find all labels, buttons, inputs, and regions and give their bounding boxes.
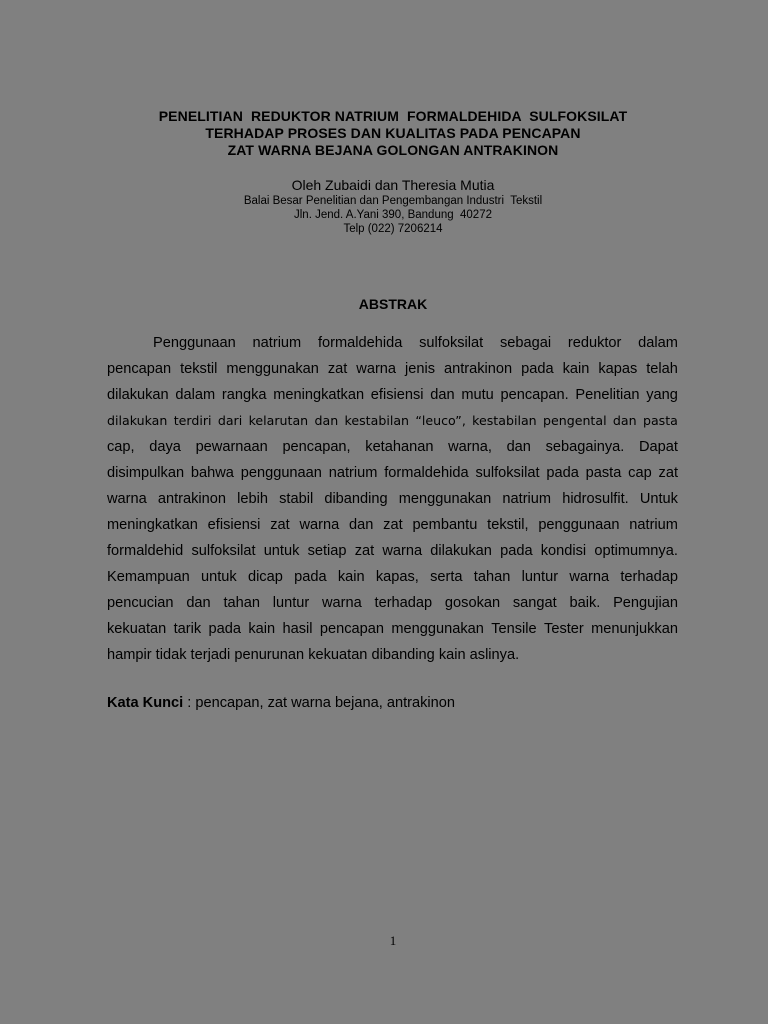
abstract-word: dan xyxy=(186,595,211,611)
abstract-word: meningkatkan xyxy=(107,517,198,533)
abstract-word: yang xyxy=(646,387,678,403)
abstract-word: mutu xyxy=(461,387,494,403)
abstract-word: formaldehida xyxy=(384,465,469,481)
abstract-word: telah xyxy=(646,361,678,377)
abstract-word: tarik xyxy=(173,621,202,637)
abstract-line xyxy=(107,460,678,486)
paper-title xyxy=(0,108,768,159)
abstract-word: pada xyxy=(500,543,533,559)
abstract-word: luntur xyxy=(272,595,310,611)
abstract-word: warna, xyxy=(448,439,492,455)
abstract-word: kelarutan xyxy=(248,413,309,428)
abstract-word: pada xyxy=(521,361,554,377)
abstract-word: warna xyxy=(299,517,340,533)
abstract-word: pada xyxy=(208,621,241,637)
abstract-word: sulfoksilat xyxy=(191,543,256,559)
author-line: Oleh Zubaidi dan Theresia Mutia xyxy=(291,177,495,193)
abstract-word: menunjukkan xyxy=(591,621,678,637)
abstract-line xyxy=(107,356,678,382)
abstract-word: natrium xyxy=(252,335,302,351)
abstract-word: sangat xyxy=(512,595,557,611)
abstract-word: reduktor xyxy=(567,335,622,351)
title-line: TERHADAP PROSES DAN KUALITAS PADA PENCAPAN xyxy=(205,125,581,141)
abstract-word: sebagai xyxy=(499,335,552,351)
abstract-word: dari xyxy=(217,413,243,428)
abstract-word: zat xyxy=(270,517,290,533)
abstract-word: pembantu xyxy=(412,517,478,533)
abstract-word: terhadap xyxy=(374,595,433,611)
abstract-line xyxy=(107,642,678,668)
abstract-word: warna xyxy=(356,361,397,377)
abstract-word: kain xyxy=(562,361,590,377)
abstract-word: dan xyxy=(506,439,531,455)
abstract-word: sulfoksilat xyxy=(419,335,484,351)
abstract-word: formaldehida xyxy=(317,335,403,351)
abstract-word: kapas, xyxy=(375,569,419,585)
abstract-word: Tensile xyxy=(491,621,537,637)
abstract-word: daya xyxy=(149,439,181,455)
abstract-word: untuk xyxy=(201,569,237,585)
abstract-word: warna xyxy=(382,543,423,559)
abstract-line xyxy=(107,616,678,642)
abstract-word: bahwa xyxy=(190,465,234,481)
abstract-line xyxy=(107,564,678,590)
abstract-word: warna xyxy=(107,491,147,507)
abstract-word: tahan xyxy=(473,569,511,585)
abstract-word: pada xyxy=(546,465,579,481)
abstract-word: Dapat xyxy=(638,439,678,455)
abstract-word: natrium xyxy=(629,517,678,533)
abstract-word: pasta xyxy=(642,413,678,428)
abstract-word: dilakukan xyxy=(107,413,168,428)
abstract-word: zat xyxy=(658,465,678,481)
abstract-word: pasta xyxy=(585,465,622,481)
abstract-word: dicap xyxy=(247,569,283,585)
affiliation-line: Jln. Jend. A.Yani 390, Bandung 40272 xyxy=(294,209,492,221)
affiliation xyxy=(0,194,768,236)
abstract-word: natrium xyxy=(502,491,552,507)
abstract-word: pencapan xyxy=(319,621,384,637)
abstract-word: dilakukan xyxy=(107,387,169,403)
abstract-word: Untuk xyxy=(639,491,678,507)
abstract-word: terhadap xyxy=(620,569,678,585)
abstract-word: luntur xyxy=(521,569,559,585)
abstract-word: ketahanan xyxy=(365,439,434,455)
abstract-word: tekstil, xyxy=(487,517,529,533)
abstract-word: pewarnaan xyxy=(195,439,268,455)
abstract-word: terdiri xyxy=(173,413,212,428)
abstract-line xyxy=(107,590,678,616)
abstract-line xyxy=(107,486,678,512)
abstract-word: antrakinon xyxy=(157,491,227,507)
abstract-word: natrium xyxy=(328,465,378,481)
abstract-word: pencapan xyxy=(107,361,172,377)
abstract-word: cap xyxy=(628,465,652,481)
abstract-word: gosokan xyxy=(444,595,501,611)
abstract-word: cap, xyxy=(107,439,135,455)
abstract-word: dalam xyxy=(175,387,216,403)
abstract-heading: ABSTRAK xyxy=(358,296,428,312)
abstract-word: baik. xyxy=(569,595,601,611)
abstract-word: rangka xyxy=(221,387,267,403)
abstract-word: kondisi xyxy=(540,543,587,559)
abstract-word: pencapan, xyxy=(282,439,351,455)
abstract-word: menggunakan xyxy=(226,361,319,377)
abstract-word: dan xyxy=(314,413,339,428)
abstract-word: tekstil xyxy=(180,361,218,377)
abstract-word: sulfoksilat xyxy=(475,465,540,481)
abstract-word: untuk xyxy=(263,543,300,559)
title-line: PENELITIAN REDUKTOR NATRIUM FORMALDEHIDA SULFOKSILAT xyxy=(158,108,628,124)
abstract-word: dan xyxy=(349,517,374,533)
abstract-word: pada xyxy=(294,569,327,585)
abstract-word: meningkatkan xyxy=(273,387,365,403)
abstract-word: hasil xyxy=(282,621,313,637)
abstract-word: penggunaan xyxy=(240,465,322,481)
abstract-word: formaldehid xyxy=(107,543,184,559)
abstract-line xyxy=(107,538,678,564)
abstract-body xyxy=(107,330,678,668)
abstract-word: zat xyxy=(327,361,348,377)
abstract-word: pencucian xyxy=(107,595,174,611)
keywords-label: Kata Kunci xyxy=(107,695,184,711)
abstract-word: Kemampuan xyxy=(107,569,190,585)
abstract-word: kain xyxy=(248,621,276,637)
abstract-word: pengental xyxy=(542,413,607,428)
abstract-word: warna xyxy=(569,569,610,585)
abstract-word: disimpulkan xyxy=(107,465,185,481)
abstract-line xyxy=(107,434,678,460)
abstract-word: optimumnya. xyxy=(594,543,678,559)
abstract-line xyxy=(107,330,678,356)
abstract-line xyxy=(107,512,678,538)
abstract-word: menggunakan xyxy=(391,621,484,637)
abstract-word: menggunakan xyxy=(398,491,492,507)
abstract-word: Penelitian xyxy=(575,387,640,403)
abstract-word: stabil xyxy=(279,491,314,507)
abstract-word: dan xyxy=(430,387,455,403)
title-line: ZAT WARNA BEJANA GOLONGAN ANTRAKINON xyxy=(227,142,559,158)
abstract-word: efisiensi xyxy=(207,517,261,533)
abstract-word: kestabilan xyxy=(472,413,537,428)
abstract-word: Penggunaan xyxy=(153,335,236,351)
abstract-word: antrakinon xyxy=(444,361,513,377)
abstract-word: kekuatan xyxy=(107,621,167,637)
abstract-word: setiap xyxy=(307,543,347,559)
abstract-word: dibanding xyxy=(324,491,388,507)
abstract-word: lebih xyxy=(237,491,268,507)
abstract-line xyxy=(107,408,678,434)
abstract-word: kain xyxy=(337,569,365,585)
page-number: 1 xyxy=(389,933,397,948)
abstract-word: kestabilan xyxy=(344,413,410,428)
abstract-word: sebagainya. xyxy=(545,439,625,455)
abstract-word: Tester xyxy=(544,621,584,637)
abstract-word: efisiensi xyxy=(370,387,424,403)
affiliation-line: Telp (022) 7206214 xyxy=(343,223,443,235)
abstract-word: dalam xyxy=(638,335,678,351)
abstract-word: Pengujian xyxy=(613,595,678,611)
abstract-word: tahan xyxy=(223,595,260,611)
keywords xyxy=(107,694,455,712)
abstract-word: “leuco”, xyxy=(415,413,466,428)
abstract-word: kapas xyxy=(598,361,638,377)
abstract-line xyxy=(107,382,678,408)
abstract-word: hampir tidak terjadi penurunan kekuatan dibanding kain aslinya. xyxy=(107,647,520,663)
abstract-word: warna xyxy=(322,595,362,611)
abstract-word: dan xyxy=(612,413,637,428)
abstract-word: dilakukan xyxy=(430,543,492,559)
abstract-word: pencapan. xyxy=(500,387,569,403)
abstract-word: zat xyxy=(383,517,403,533)
abstract-word: serta xyxy=(430,569,463,585)
abstract-word: penggunaan xyxy=(538,517,620,533)
abstract-word: jenis xyxy=(405,361,436,377)
abstract-word: hidrosulfit. xyxy=(562,491,629,507)
keywords-text: : pencapan, zat warna bejana, antrakinon xyxy=(183,695,456,711)
abstract-word: zat xyxy=(354,543,375,559)
affiliation-line: Balai Besar Penelitian dan Pengembangan Industri Tekstil xyxy=(243,195,543,207)
